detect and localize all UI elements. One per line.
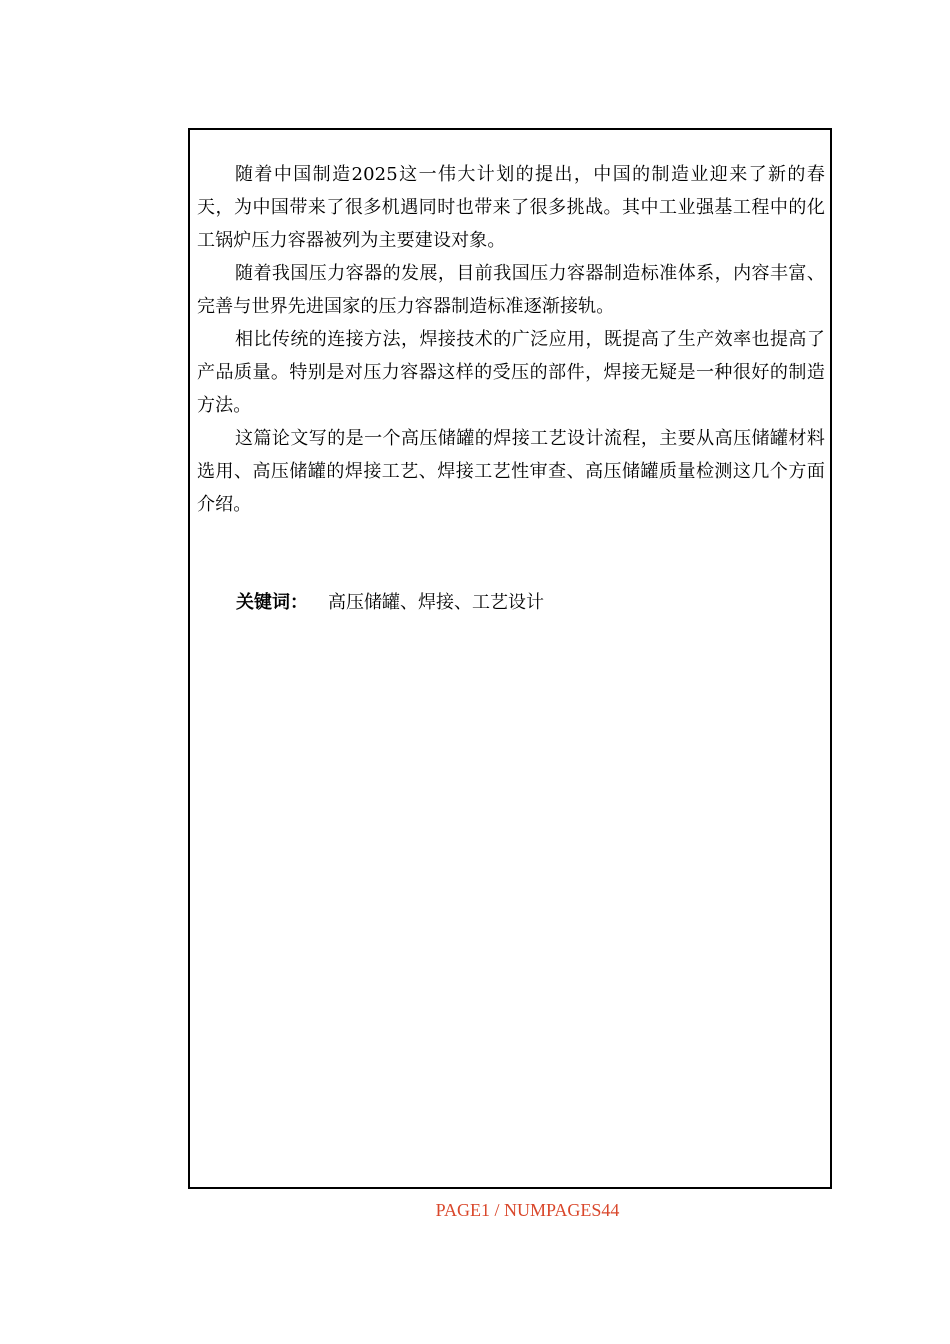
abstract-body bbox=[197, 158, 825, 521]
keywords-line bbox=[236, 586, 544, 619]
abstract-paragraph: 这篇论文写的是一个高压储罐的焊接工艺设计流程，主要从高压储罐材料选用、高压储罐的焊接工艺、焊接工艺性审查、高压储罐质量检测这几个方面介绍。 bbox=[197, 428, 825, 515]
keywords-label: 关键词： bbox=[236, 592, 308, 613]
abstract-paragraph: 相比传统的连接方法，焊接技术的广泛应用，既提高了生产效率也提高了产品质量。特别是对压力容器这样的受压的部件，焊接无疑是一种很好的制造方法。 bbox=[197, 329, 825, 416]
abstract-paragraph: 随着中国制造2025这一伟大计划的提出，中国的制造业迎来了新的春天，为中国带来了很多机遇同时也带来了很多挑战。其中工业强基工程中的化工锅炉压力容器被列为主要建设对象。 bbox=[197, 164, 825, 251]
abstract-paragraph: 随着我国压力容器的发展，目前我国压力容器制造标准体系，内容丰富、完善与世界先进国家的压力容器制造标准逐渐接轨。 bbox=[197, 263, 825, 317]
page-number-field: PAGE1 / NUMPAGES44 bbox=[435, 1200, 620, 1220]
keywords-value: 高压储罐、焊接、工艺设计 bbox=[328, 592, 544, 613]
